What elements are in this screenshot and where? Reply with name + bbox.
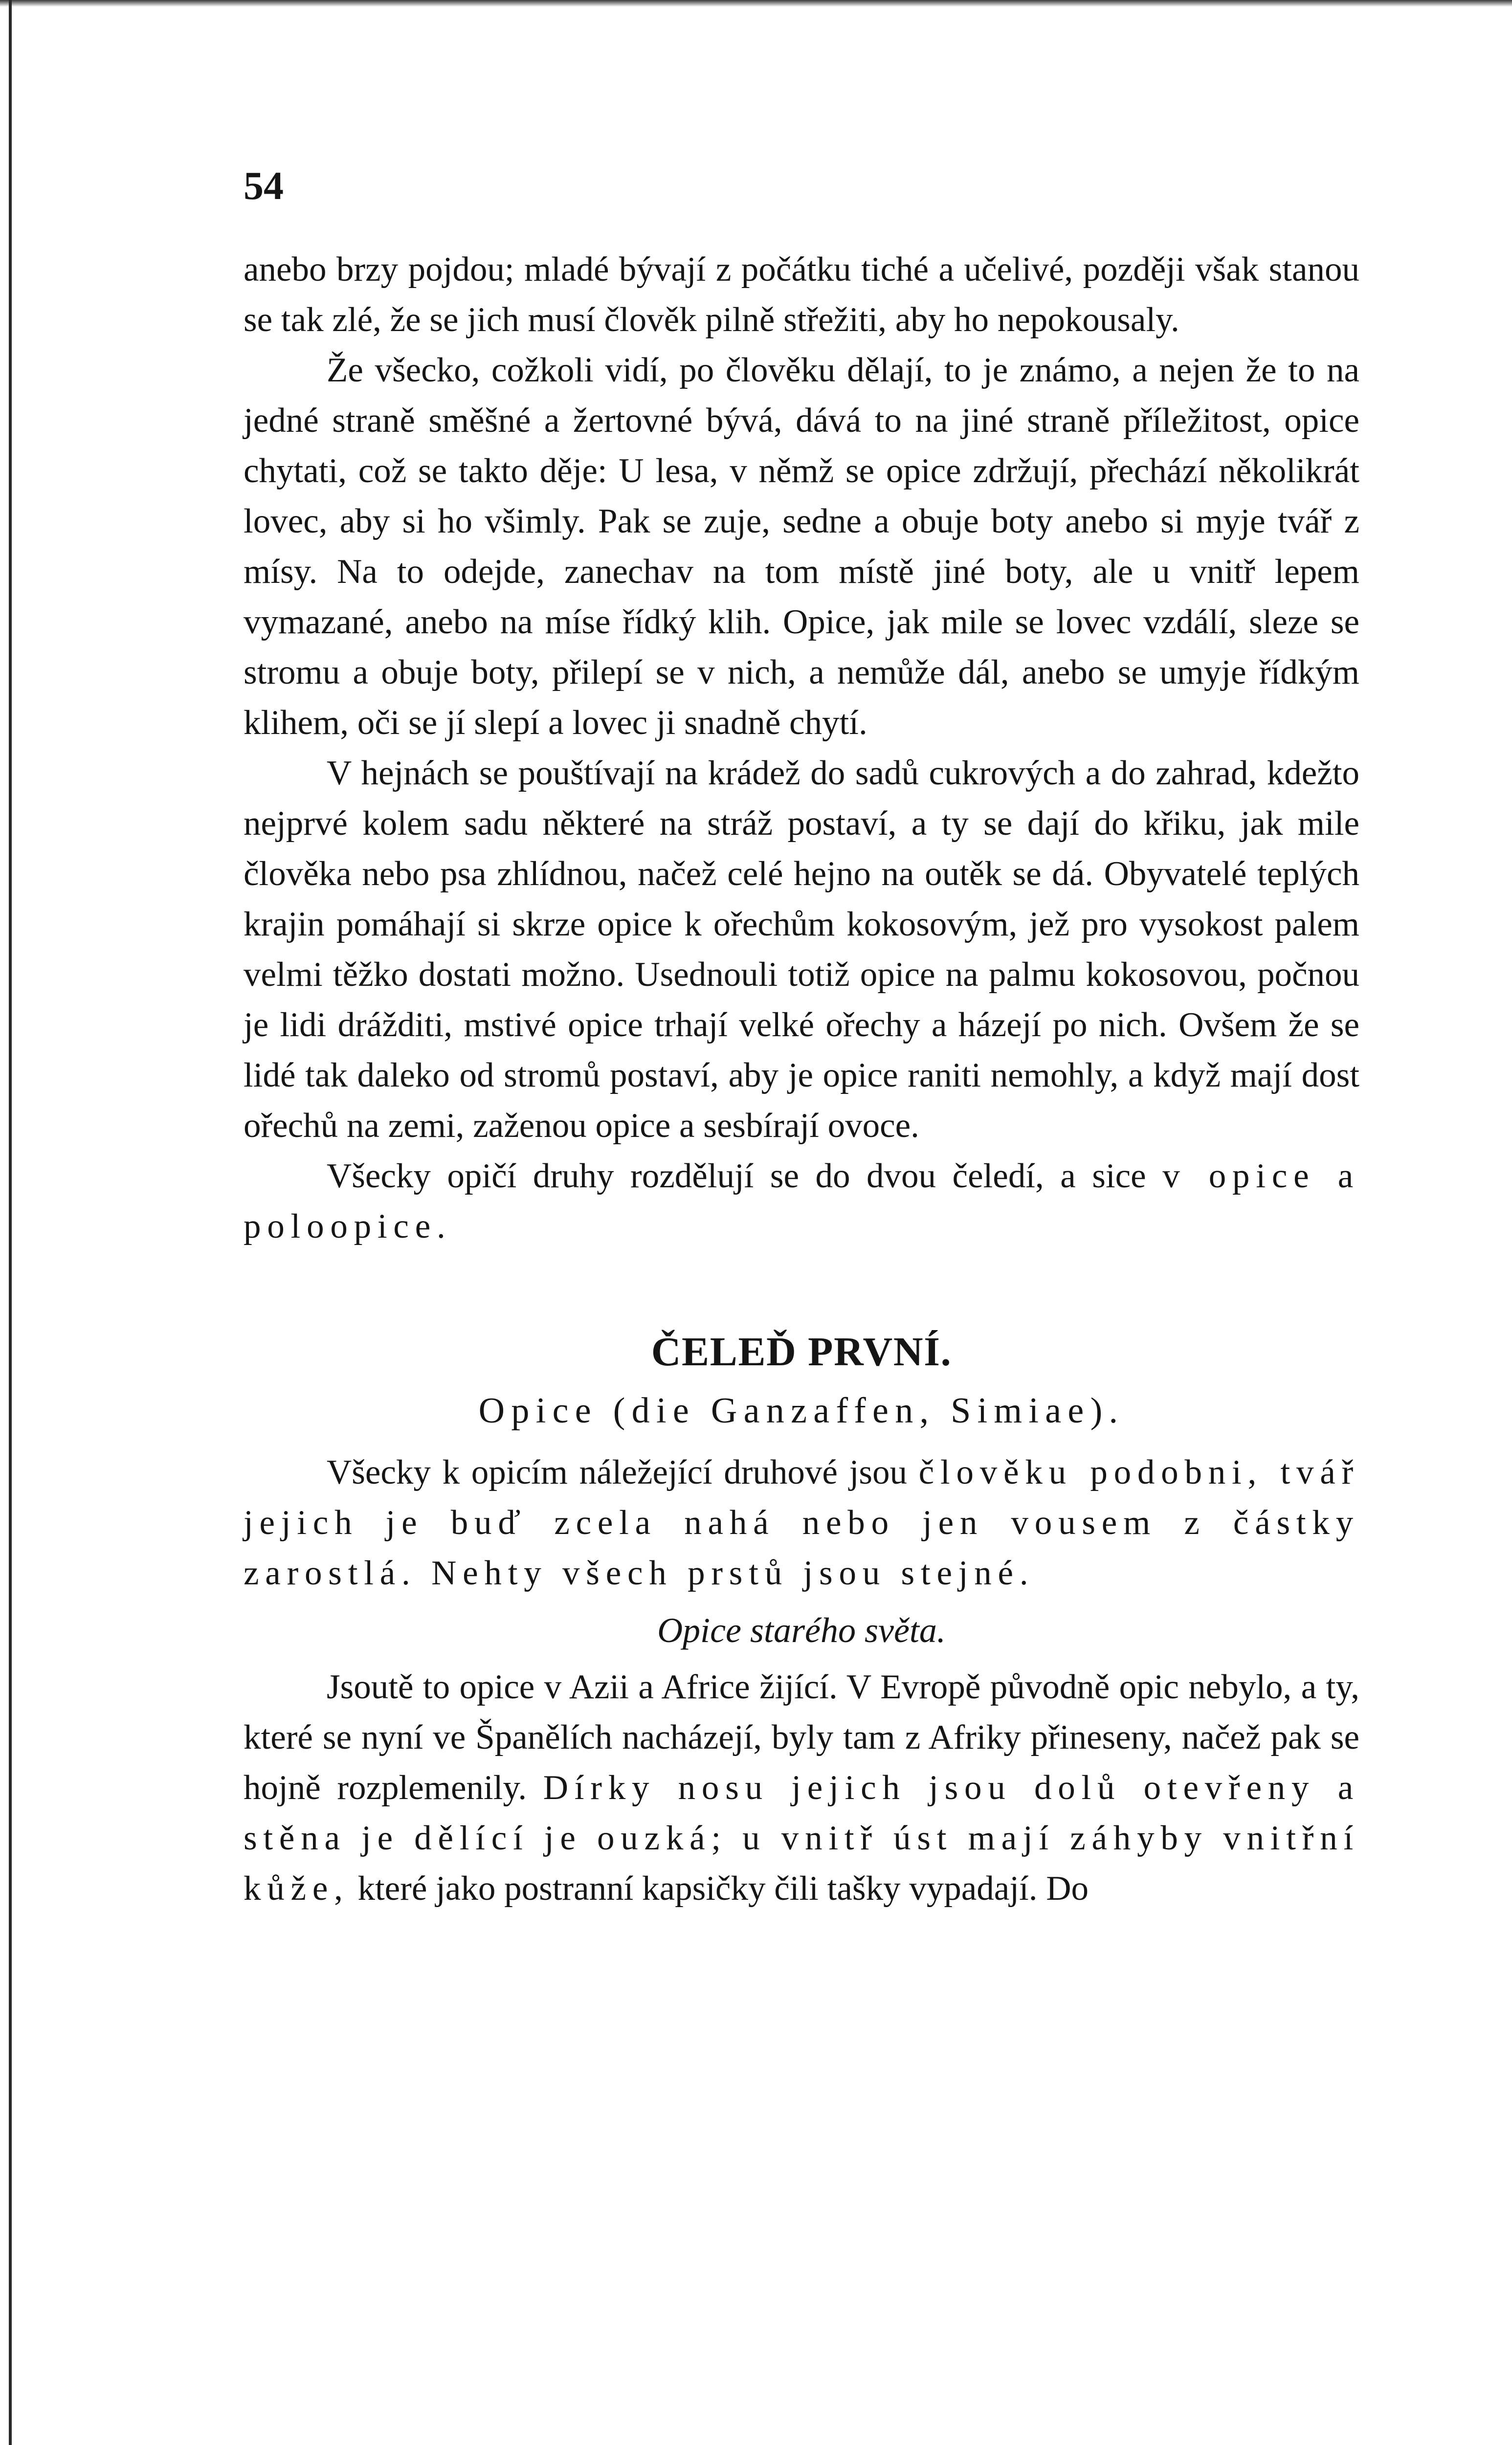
paragraph-5-start: Všecky k opicím náležející druhové jsou bbox=[327, 1453, 907, 1491]
paragraph-2: Že všecko, cožkoli vidí, po člověku dělají, to je známo, a nejen že to na jedné straně směšné a žertovné bývá, dává to na jiné straně příležitost, opice chytati, což se takto děje: U lesa, v němž se opice zdržují, přechází několikrát lovec, aby si ho všimly. Pak se zuje, sedne a obuje boty anebo si myje tvář z mísy. Na to odejde, zanechav na tom místě jiné boty, ale u vnitř lepem vymazané, anebo na míse řídký klih. Opice, jak mile se lovec vzdálí, sleze se stromu a obuje boty, přilepí se v nich, a nemůže dál, anebo se umyje řídkým klihem, oči se jí slepí a lovec ji snadně chytí. bbox=[244, 351, 1359, 742]
section-subtitle: Opice (die Ganzaffen, Simiae). bbox=[478, 1391, 1125, 1431]
paragraph-6-end: které jako postranní kapsičky čili tašky vypadají. Do bbox=[357, 1869, 1089, 1908]
paragraph-4-start: Všecky opičí druhy rozdělují se do dvou čeledí, a sice bbox=[327, 1157, 1146, 1195]
page-number: 54 bbox=[244, 163, 284, 208]
paragraph-5-spaced: člověku podobni, tvář jejich je buď zcela nahá nebo jen vousem z částky zarostlá. Nehty všech prstů jsou stejné. bbox=[244, 1453, 1360, 1592]
paragraph-6 bbox=[244, 1662, 1359, 1914]
page-content bbox=[244, 161, 1359, 1914]
paragraph-1: anebo brzy pojdou; mladé bývají z počátku tiché a učelivé, později však stanou se tak zlé, že se jich musí člověk pilně střežiti, aby ho nepokousaly. bbox=[244, 250, 1359, 339]
paragraph-6-start: Jsoutě to opice v Azii a Africe žijící. V Evropě původně opic nebylo, a ty, které se nyní ve Španělích nacházejí, byly tam z Afriky přineseny, načež pak se hojně rozplemenily. bbox=[244, 1668, 1359, 1807]
paragraph-3: V hejnách se pouštívají na krádež do sadů cukrových a do zahrad, kdežto nejprvé kolem sadu některé na stráž postaví, a ty se dají do křiku, jak mile člověka nebo psa zhlídnou, načež celé hejno na outěk se dá. Obyvatelé teplých krajin pomáhají si skrze opice k ořechům kokosovým, jež pro vysokost palem velmi těžko dostati možno. Usednouli totiž opice na palmu kokosovou, počnou je lidi drážditi, mstivé opice trhají velké ořechy a házejí po nich. Ovšem že se lidé tak daleko od stromů postaví, aby je opice raniti nemohly, a když mají dost ořechů na zemi, zaženou opice a sesbírají ovoce. bbox=[244, 754, 1359, 1145]
sub-heading: Opice starého světa. bbox=[657, 1611, 946, 1650]
paragraph-4 bbox=[244, 1151, 1359, 1252]
page-top-edge bbox=[0, 0, 1512, 7]
paragraph-5 bbox=[244, 1447, 1359, 1599]
page-left-edge bbox=[9, 0, 12, 2445]
paragraph-4-end: v opice a poloopice. bbox=[244, 1157, 1360, 1245]
section-title: ČELEĎ PRVNÍ. bbox=[651, 1329, 952, 1375]
paragraph-6-spaced: Dírky nosu jejich jsou dolů otevřeny a stěna je dělící je ouzká; u vnitř úst mají záhyby vnitřní kůže, bbox=[244, 1769, 1360, 1908]
